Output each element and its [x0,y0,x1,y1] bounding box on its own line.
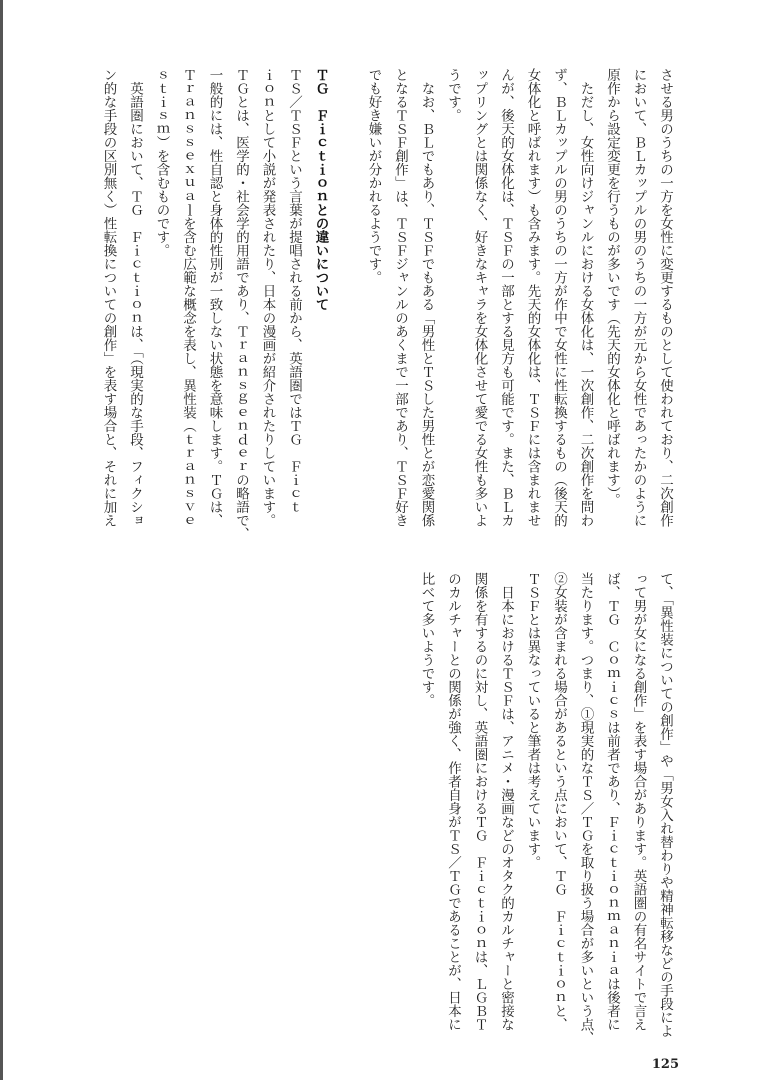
text-line: ップリングとは関係なく、好きなキャラを女体化させて愛でる女性も多いよ [471,68,488,527]
upper-text-block [95,68,678,544]
text-line: ば、ＴＧ Ｃｏｍｉｃｓは前者であり、Ｆｉｃｔｉｏｎｍａｎｉａは後者に [604,572,620,1031]
text-line: ＴＳＦとは異なっていると筆者は考えています。 [524,572,541,869]
text-line: 女体化と呼ばれます）も含みます。先天的女体化は、ＴＳＦには含まれませ [524,68,541,527]
text-line: ン的な手段の区別無く）性転換についての創作」を表す場合と、それに加え [100,68,117,527]
text-line: なお、ＢＬでもあり、ＴＳＦでもある「男性とＴＳした男性とが恋愛関係 [418,68,435,527]
text-line: ｓｔｉｓｍ）を含むものです。 [153,68,170,257]
text-line: んが、後天的女体化は、ＴＳＦの一部とする見方も可能です。また、ＢＬカ [498,68,514,527]
text-line: うです。 [445,68,461,122]
text-line: ｉｏｎとして小説が発表されたり、日本の漫画が紹介されたりしています。 [259,68,276,527]
text-line: ②女装が含まれる場合があるという点において、ＴＧ Ｆｉｃｔｉｏｎと、 [551,572,567,1031]
text-line: 当たります。つまり、①現実的なＴＳ／ＴＧを取り扱う場合が多いという点、 [577,572,594,1045]
text-line: 原作から設定変更を行うものが多いです（先天的女体化と呼ばれます）。 [604,68,620,507]
text-line: となるＴＳＦ創作」は、ＴＳＦジャンルのあくまで一部であり、ＴＳＦ好き [392,68,408,527]
scan-edge [0,0,3,1080]
text-line: ず、ＢＬカップルの男のうちの一方が作中で女性に性転換するもの（後天的 [551,68,567,527]
text-line: て、「異性装についての創作」や「男女入れ替わりや精神転移などの手段によ [657,572,673,1038]
text-line: 英語圏において、ＴＧ Ｆｉｃｔｉｏｎは、「（現実的な手段、フィクショ [127,68,143,527]
section-heading: ＴＧ Ｆｉｃｔｉｏｎとの違いについて [312,68,329,311]
text-line: ただし、女性向けジャンルにおける女体化は、一次創作、二次創作を問わ [577,68,594,527]
text-line: において、ＢＬカップルの男のうちの一方が元から女性であったかのように [630,68,647,527]
text-line: 一般的には、性自認と身体的性別が一致しない状態を意味します。ＴＧは、 [206,68,223,527]
lower-text-block [413,572,678,1048]
text-line: Ｔｒａｎｓｓｅｘｕａｌを含む広範な概念を表し、異性装（ｔｒａｎｓｖｅ [180,68,196,527]
text-line: させる男のうちの一方を女性に変更するものとして使われており、二次創作 [657,68,673,527]
blank-line [334,68,361,544]
page-number: 125 [651,1057,679,1072]
text-line: 比べて多いようです。 [418,572,435,707]
text-line: 日本におけるＴＳＦは、アニメ・漫画などのオタク的カルチャーと密接な [498,572,514,1031]
text-line: のカルチャーとの関係が強く、作者自身がＴＳ／ＴＧであることが、日本に [445,572,461,1031]
text-line: でも好き嫌いが分かれるようです。 [365,68,382,284]
text-line: って男が女になる創作」を表す場合があります。英語圏の有名サイトで言え [630,572,647,1031]
text-line: ＴＧとは、医学的・社会学的用語であり、Ｔｒａｎｓｇｅｎｄｅｒの略語で、 [233,68,249,541]
text-line: 関係を有するのに対し、英語圏におけるＴＧ Ｆｉｃｔｉｏｎは、ＬＧＢＴ [471,572,488,1031]
text-line: ＴＳ／ＴＳＦという言葉が提唱される前から、英語圏ではＴＧ Ｆｉｃｔ [286,68,302,514]
